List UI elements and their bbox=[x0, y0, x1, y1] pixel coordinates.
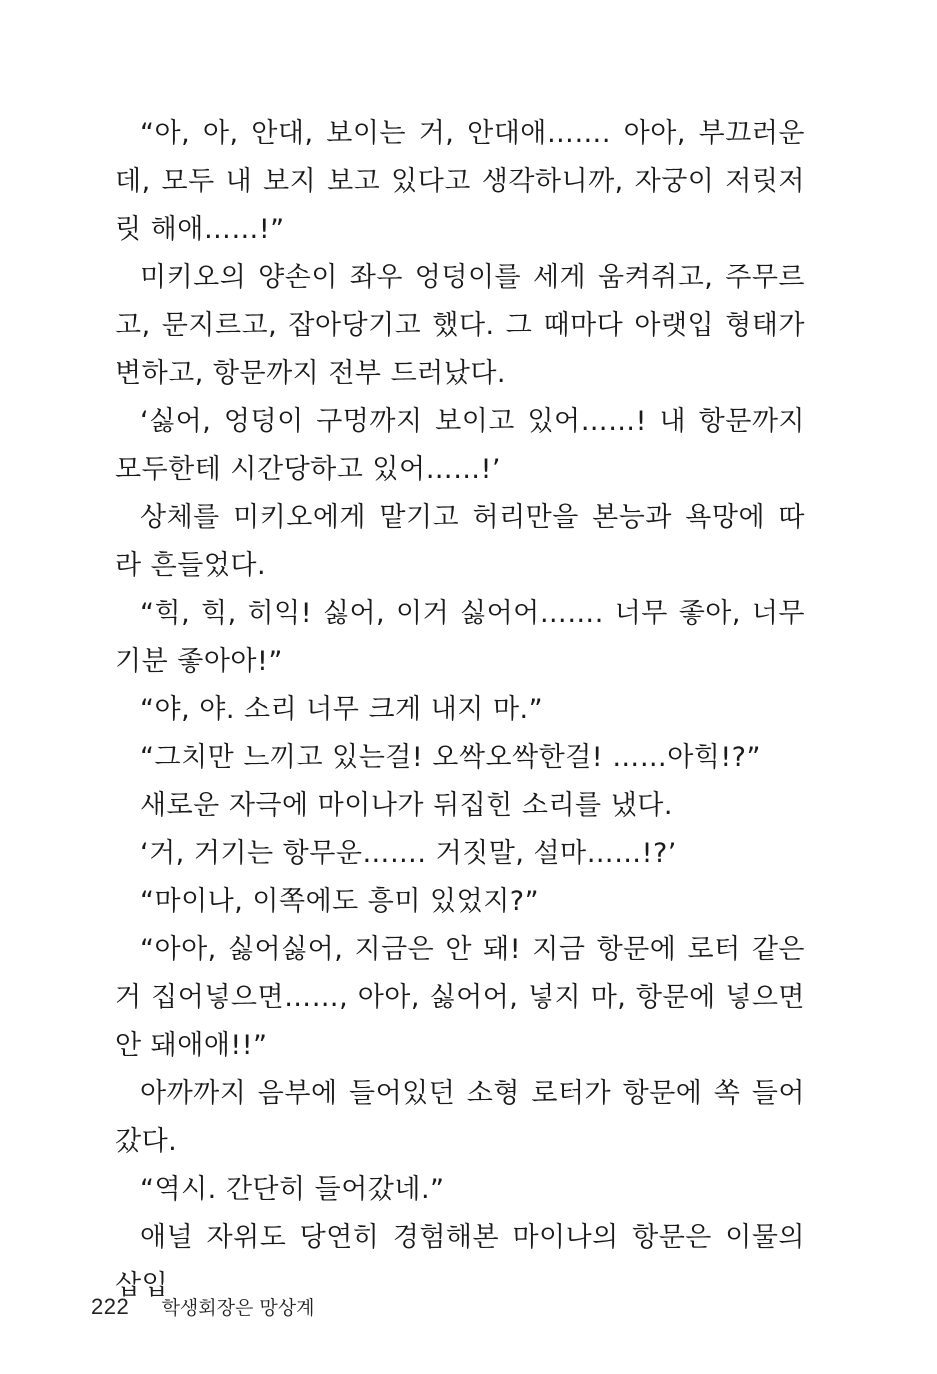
paragraph: “아, 아, 안대, 보이는 거, 안대애……. 아아, 부끄러운데, 모두 내 보지 보고 있다고 생각하니까, 자궁이 저릿저릿 해애……!” bbox=[115, 118, 805, 245]
paragraph: “그치만 느끼고 있는걸! 오싹오싹한걸! ……아힉!?” bbox=[140, 742, 762, 773]
paragraph: “야, 야. 소리 너무 크게 내지 마.” bbox=[140, 694, 544, 725]
paragraph: “아아, 싫어싫어, 지금은 안 돼! 지금 항문에 로터 같은 거 집어넣으면……, 아아, 싫어어, 넣지 마, 항문에 넣으면 안 돼애애!!” bbox=[115, 934, 805, 1061]
paragraph: 새로운 자극에 마이나가 뒤집힌 소리를 냈다. bbox=[140, 790, 673, 821]
paragraph: 아까까지 음부에 들어있던 소형 로터가 항문에 쏙 들어갔다. bbox=[115, 1078, 805, 1157]
paragraph: 상체를 미키오에게 맡기고 허리만을 본능과 욕망에 따라 흔들었다. bbox=[115, 502, 805, 581]
running-title: 학생회장은 망상계 bbox=[161, 1297, 315, 1319]
paragraph: “마이나, 이쪽에도 흥미 있었지?” bbox=[140, 886, 540, 917]
page-body bbox=[115, 110, 805, 1310]
paragraph: ‘거, 거기는 항무운……. 거짓말, 설마……!?’ bbox=[140, 838, 677, 869]
paragraph: “역시. 간단히 들어갔네.” bbox=[140, 1174, 445, 1205]
paragraph: 애널 자위도 당연히 경험해본 마이나의 항문은 이물의 삽입 bbox=[115, 1222, 805, 1301]
paragraph: ‘싫어, 엉덩이 구멍까지 보이고 있어……! 내 항문까지 모두한테 시간당하고 있어……!’ bbox=[115, 406, 805, 485]
page-footer bbox=[91, 1292, 314, 1323]
paragraph: 미키오의 양손이 좌우 엉덩이를 세게 움켜쥐고, 주무르고, 문지르고, 잡아당기고 했다. 그 때마다 아랫입 형태가 변하고, 항문까지 전부 드러났다. bbox=[115, 262, 805, 389]
page-number: 222 bbox=[91, 1294, 130, 1319]
paragraph: “힉, 힉, 히익! 싫어, 이거 싫어어……. 너무 좋아, 너무 기분 좋아아!” bbox=[115, 598, 805, 677]
